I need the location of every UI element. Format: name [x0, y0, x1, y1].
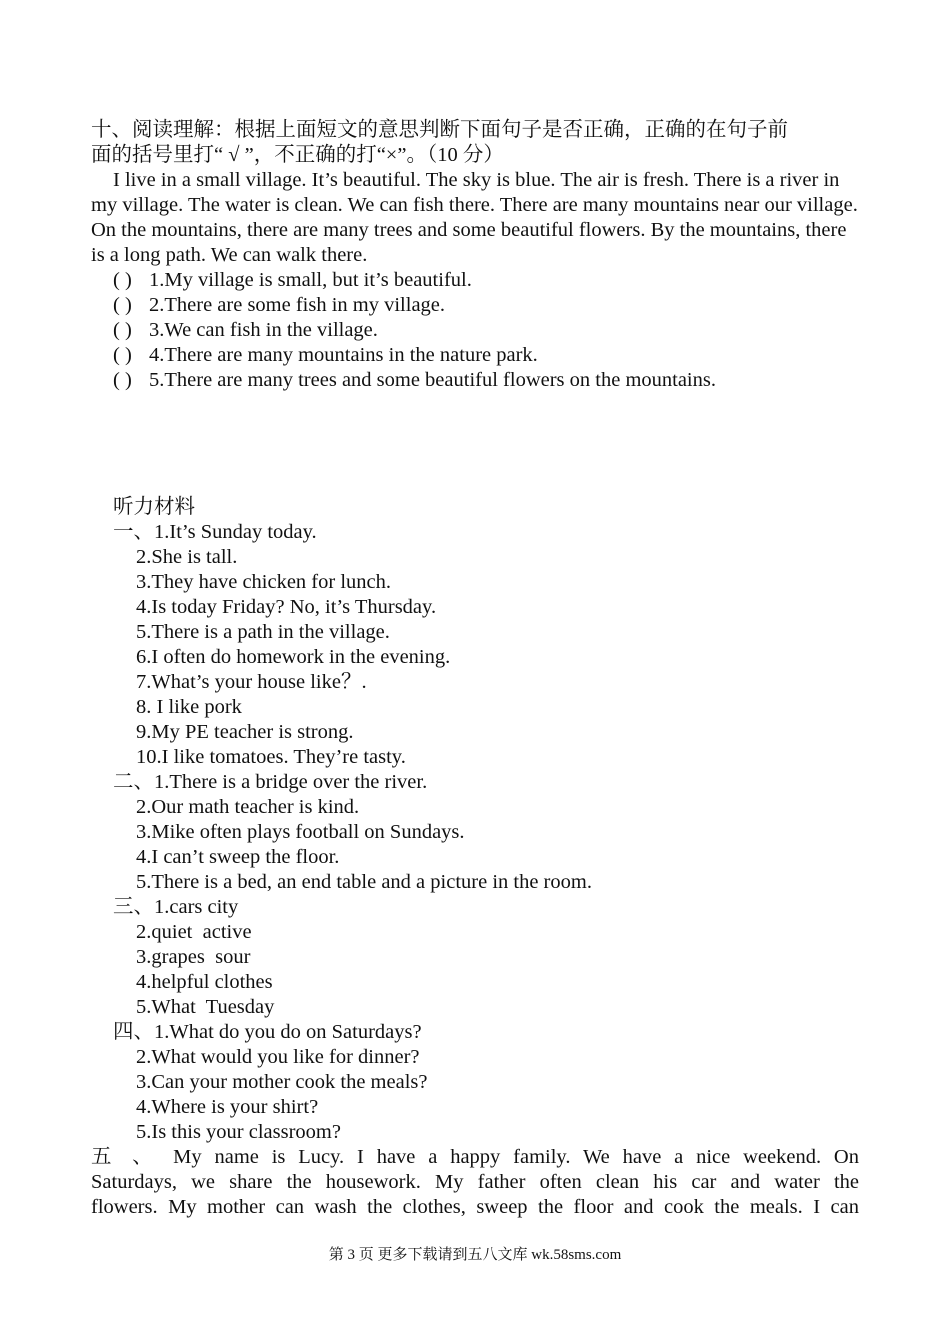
part-label: 二、	[113, 771, 154, 793]
list-item: 3.They have chicken for lunch.	[136, 571, 392, 593]
list-item: 3.Can your mother cook the meals?	[136, 1071, 428, 1093]
list-item	[91, 520, 859, 545]
answer-bracket: ( )	[113, 269, 132, 291]
reading-question	[91, 343, 859, 368]
list-item-text: 1.cars city	[154, 896, 239, 918]
listening-section	[91, 495, 859, 1220]
list-item: 5.What Tuesday	[136, 996, 275, 1018]
document-page	[91, 118, 859, 1220]
list-item-text: 1.There is a bridge over the river.	[154, 771, 428, 793]
listening-title: 听力材料	[113, 496, 195, 518]
list-item-text: 1.It’s Sunday today.	[154, 521, 317, 543]
part-label: 三、	[113, 896, 154, 918]
question-text: 2.There are some fish in my village.	[149, 294, 446, 316]
answer-bracket: ( )	[113, 294, 132, 316]
part-label: 四、	[113, 1021, 154, 1043]
reading-heading-line1: 十、阅读理解：根据上面短文的意思判断下面句子是否正确，正确的在句子前	[91, 119, 788, 141]
list-item: 3.grapes sour	[136, 946, 251, 968]
reading-question	[91, 318, 859, 343]
question-text: 4.There are many mountains in the nature park.	[149, 344, 538, 366]
part5-line: flowers. My mother can wash the clothes, sweep the floor and cook the meals. I can	[91, 1196, 859, 1218]
list-item: 10.I like tomatoes. They’re tasty.	[136, 746, 406, 768]
question-text: 3.We can fish in the village.	[149, 319, 378, 341]
section-gap	[91, 393, 859, 495]
list-item: 7.What’s your house like？.	[136, 671, 367, 693]
part5-line: Saturdays, we share the housework. My father often clean his car and water the	[91, 1171, 859, 1193]
part-label: 一、	[113, 521, 154, 543]
list-item	[91, 895, 859, 920]
list-item: 4.Where is your shirt?	[136, 1096, 319, 1118]
list-item: 4.I can’t sweep the floor.	[136, 846, 340, 868]
list-item: 6.I often do homework in the evening.	[136, 646, 451, 668]
reading-passage: I live in a small village. It’s beautiful. The sky is blue. The air is fresh. There is a river in my village. The water is clean. We can fish there. There are many mountains near our village. On the mountains, there are many trees and some beautiful flowers. By the mountains, there is a long path. We can walk there.	[91, 169, 858, 266]
reading-question	[91, 293, 859, 318]
answer-bracket: ( )	[113, 369, 132, 391]
reading-heading-line2: 面的括号里打“ √ ”，不正确的打“×”。（10 分）	[91, 144, 504, 166]
list-item: 4.Is today Friday? No, it’s Thursday.	[136, 596, 437, 618]
list-item: 4.helpful clothes	[136, 971, 273, 993]
list-item: 5.There is a path in the village.	[136, 621, 390, 643]
question-text: 1.My village is small, but it’s beautiful.	[149, 269, 472, 291]
list-item: 2.What would you like for dinner?	[136, 1046, 420, 1068]
list-item: 2.Our math teacher is kind.	[136, 796, 360, 818]
list-item: 9.My PE teacher is strong.	[136, 721, 354, 743]
list-item-text: 1.What do you do on Saturdays?	[154, 1021, 422, 1043]
list-item: 5.There is a bed, an end table and a picture in the room.	[136, 871, 592, 893]
page-footer: 第 3 页 更多下载请到五八文库 wk.58sms.com	[328, 1247, 622, 1263]
question-text: 5.There are many trees and some beautiful flowers on the mountains.	[149, 369, 716, 391]
list-item: 2.quiet active	[136, 921, 252, 943]
answer-bracket: ( )	[113, 344, 132, 366]
reading-question	[91, 368, 859, 393]
reading-question	[91, 268, 859, 293]
list-item: 8. I like pork	[136, 696, 242, 718]
list-item	[91, 1020, 859, 1045]
reading-section	[91, 118, 859, 393]
list-item: 2.She is tall.	[136, 546, 238, 568]
part5-line: 五 、 My name is Lucy. I have a happy family. We have a nice weekend. On	[91, 1146, 859, 1168]
list-item: 5.Is this your classroom?	[136, 1121, 341, 1143]
answer-bracket: ( )	[113, 319, 132, 341]
list-item	[91, 770, 859, 795]
list-item: 3.Mike often plays football on Sundays.	[136, 821, 465, 843]
